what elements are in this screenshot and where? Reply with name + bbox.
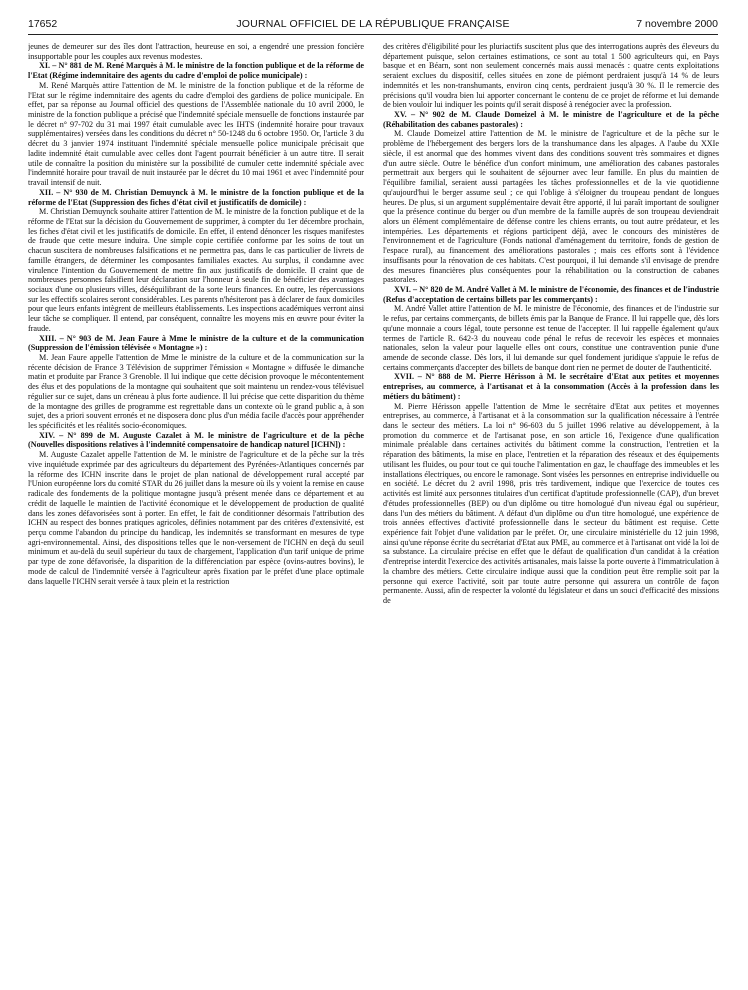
question-body-paragraph: M. Auguste Cazalet appelle l'attention de M. le ministre de l'agriculture et de la pêche sur la très vive inquiétude exprimée par des agriculteurs du département des Pyrénées-Atlantiques concernés par la réforme des ICHN inscrite dans le projet de plan national de développement rural accepté par l'Union européenne lors du comité STAR du 26 juillet dans la mesure où ils y voient la remise en cause radicale des fondements de la politique montagne jusqu'à présent menée dans ce département et au crédit de laquelle le maintien de l'activité économique et le développement de production de qualité dans les zones défavorisées sont à porter. En effet, le fait de conditionner désormais l'attribution des ICHN au respect des bonnes pratiques agricoles, définies notamment par des critères d'extensivité, est perçu comme l'abandon du principe du handicap, les indemnités se transformant en mesures de type agri-environnemental. Ainsi, des dispositions telles que le non-versement de l'ICHN en deçà du seuil minimum et au-delà du seuil supérieur du taux de chargement, l'application d'un tarif unique de prime par type de zone défavorisée, la disparition de la différenciation par espèce (ovins-autres bovins), le mode de calcul de l'indemnité versée à l'agriculteur après fixation par le préfet d'une place optimale dans laquelle l'ICHN serait versée à taux plein et la restriction [28,450,364,586]
question-heading: XVI. – N° 820 de M. André Vallet à M. le ministre de l'économie, des finances et de l'industrie (Refus d'acceptation de certains billets par les commerçants) : [383,284,719,304]
question-heading: XIV. – N° 899 de M. Auguste Cazalet à M. le ministre de l'agriculture et de la pêche (Nouvelles dispositions relatives à l'indemnité compensatoire de handicap naturel [ICHN]) : [28,430,364,450]
question-body-paragraph: M. René Marquès attire l'attention de M. le ministre de la fonction publique et de la réforme de l'Etat sur le régime indemnitaire des agents du cadre d'emploi des gardiens de police municipale. En effet, par sa réponse au Journal officiel des questions de l'Assemblée nationale du 10 avril 2000, le ministre de la fonction publique a précisé que l'indemnité spéciale mensuelle de fonctions instaurée par le décret n° 97-702 du 31 mai 1997 était cumulable avec les IHTS (indemnité horaire pour travaux supplémentaires) versées dans les conditions du décret n° 50-1248 du 6 octobre 1950. Or, l'article 3 du décret du 3 janvier 1974 instituant l'indemnité spéciale mensuelle police municipale précisait que ladite indemnité était cumulable avec celles dont l'agent pourrait bénéficier à un autre titre. Il serait utile de connaître la position du ministère sur la possibilité de cumuler cette indemnité spéciale avec l'indemnité horaire pour travail de nuit instaurée par le décret du 10 mai 1961 et avec l'indemnité pour travail intensif de nuit. [28,80,364,188]
page-number: 17652 [28,18,58,30]
publication-date: 7 novembre 2000 [636,18,718,30]
question-body-paragraph: M. Christian Demuynck souhaite attirer l'attention de M. le ministre de la fonction publique et de la réforme de l'Etat sur la décision du Gouvernement de supprimer, à compter du 1er décembre prochain, les fiches d'état civil et les justificatifs de domicile. En effet, il entend dénoncer les risques manifestes de fraude que cette mesure induira. Une simple copie certifiée conforme par les soins de tout un chacun susciterа de nombreuses falsifications et ne permettra pas, dans le cas particulier de livrets de famille étrangers, de déterminer les composantes familiales exactes. Au surplus, il condamne avec virulence l'intention du Gouvernement de mettre fin aux justificatifs de domicile. Il craint que de nombreuses personnes falsifient leur déclaration sur l'honneur à seule fin de bénéficier des avantages sociaux d'une ou plusieurs villes, déséquilibrant de la sorte leurs finances. En outre, les répercussions sur les effectifs scolaires seront considérables. Les parents n'hésiteront pas à déclarer de faux domiciles pour que leurs enfants intègrent de meilleurs établissements. Les inspections académiques verront ainsi leur tâche se compliquer. Il entend, par conséquent, connaître les moyens mis en œuvre pour éviter la fraude. [28,207,364,333]
question-body-paragraph: M. Jean Faure appelle l'attention de Mme le ministre de la culture et de la communication sur la récente décision de France 3 Télévision de supprimer l'émission « Montagne » diffusée le dimanche matin et produite par France 3 Grenoble. Il lui indique que cette décision provoque le mécontentement des élus et des populations de la montagne qui souhaitent que soit maintenu un rendez-vous télévisuel régulier sur ce sujet, dans un créneau à plus forte audience. Il lui précise que cette disparition du thème de la montagne des grilles de programme est regrettable dans un contexte où le grand public a, à son sujet, des a priori souvent erronés et ne disposera donc plus d'un média facile d'accès pour appréhender les spécificités et les réalités socio-économiques. [28,353,364,431]
question-body-paragraph: M. André Vallet attire l'attention de M. le ministre de l'économie, des finances et de l'industrie sur le refus, par certains commerçants, de billets émis par la Banque de France. Il lui rappelle que, dès lors qu'une monnaie a cours légal, toute personne est tenue de l'accepter. Il lui rappelle également qu'aux termes de l'article R. 642-3 du nouveau code pénal le refus de recevoir les espèces et monnaies nationales, selon la valeur pour laquelle elles ont cours, constitue une contravention punie d'une amende de seconde classe. Dès lors, il lui demande sur quel fondement juridique s'appuie le refus de certains commerçants d'accepter des billets de banque dont rien ne permet de douter de l'authenticité. [383,304,719,372]
question-heading: XI. – N° 881 de M. René Marquès à M. le ministre de la fonction publique et de la réforme de l'Etat (Régime indemnitaire des agents du cadre d'emploi de police municipale) : [28,61,364,81]
page-header [28,16,718,34]
question-body-paragraph: M. Pierre Hérisson appelle l'attention de Mme le secrétaire d'Etat aux petites et moyennes entreprises, au commerce, à l'artisanat et à la consommation sur la qualification nécessaire à l'entrée dans le secteur des métiers. La loi n° 96-603 du 5 juillet 1996 relative au développement, à la promotion du commerce et de l'artisanat pose, en son article 16, l'exigence d'une qualification minimale préalable dans certaines activités du bâtiment comme la construction, l'entretien et la réparation des bâtiments, la mise en place, l'entretien et la réparation des réseaux et des équipements utilisant les fluides, ou pour tout ce qui touche l'alimentation en gaz, le chauffage des immeubles et les installations électriques, ou encore le ramonage. Sont visées les personnes en entreprise individuelle ou en société. Le décret du 2 avril 1998, pris très tardivement, indique que l'exercice de toutes ces activités est limité aux personnes titulaires d'un certificat d'aptitude professionnelle (CAP), d'un brevet d'études professionnelles (BEP) ou d'un diplôme ou titre homologué d'un niveau égal ou supérieur, dans l'un des métiers du bâtiment. A défaut d'un diplôme ou d'un titre homologué, une expérience de trois années effectives d'activité professionnelle dans le secteur du bâtiment est requise. Cette expérience fait l'objet d'une validation par le préfet. Or, une circulaire ministérielle du 12 juin 1998, ainsi qu'une réponse écrite du secrétariat d'Etat aux PME, au commerce et à l'artisanat ont vidé la loi de sa substance. La circulaire précise en effet que le défaut de qualification d'un candidat à la création d'entreprise interdit l'exercice des activités artisanales, mais laisse la porte ouverte à l'immatriculation à la chambre des métiers. Cette circulaire indique aussi que la condition peut être remplie soit par la personne qui exerce l'activité, soit par toute autre personne qui assurera un contrôle de façon permanente. Aussi, afin de respecter la volonté du législateur et dans un souci d'efficacité des missions de [383,401,719,605]
question-heading: XVII. – N° 888 de M. Pierre Hérisson à M. le secrétaire d'Etat aux petites et moyennes entreprises, au commerce, à l'artisanat et à la consommation (Accès à la profession dans les métiers du bâtiment) : [383,372,719,401]
question-body-paragraph: des critères d'éligibilité pour les pluriactifs suscitent plus que des interrogations auprès des éleveurs du département puisque, selon certaines estimations, ce sont au total 1 500 agriculteurs qui, en Pays basque et en Béarn, sont non seulement concernés mais aussi menacés : quatre cents exploitations seraient exclues du dispositif, celles situées en zone de piémont perdraient jusqu'à 14 % de leurs indemnités et les non-transhumants, environ cinq cents, perdraient jusqu'à 30 %. Il le remercie des précisions qu'il voudra bien lui apporter concernant le contenu de ce projet de réforme et lui demande de bien vouloir lui indiquer les points qu'il serait disposé à renégocier avec la profession. [383,42,719,110]
question-heading: XV. – N° 902 de M. Claude Domeizel à M. le ministre de l'agriculture et de la pêche (Réhabilitation des cabanes pastorales) : [383,110,719,129]
question-body-paragraph: jeunes de demeurer sur des îles dont l'attraction, heureuse en soi, a engendré une pression foncière insupportable pour les couples aux revenus modestes. [28,42,364,61]
header-rule [28,34,718,35]
journal-title: JOURNAL OFFICIEL DE LA RÉPUBLIQUE FRANÇAISE [236,18,510,30]
left-column [28,42,364,984]
right-column [383,42,719,984]
question-body-paragraph: M. Claude Domeizel attire l'attention de M. le ministre de l'agriculture et de la pêche sur le problème de l'hébergement des bergers lors de la transhumance dans les alpages. A l'aube du XXIe siècle, il est anormal que des hommes vivent dans des conditions souvent très sommaires et dignes d'un autre siècle. Outre le bénéfice d'un confort minimum, une amélioration des cabanes pastorales permettrait aux bergers qui le souhaitent de séjourner avec leur famille. En plus du maintien de l'équilibre familial, seraient aussi partagées les tâches professionnelles et de la vie quotidienne qu'aujourd'hui le berger assume seul ; ce qui l'oblige à s'éloigner du troupeau pendant de longues heures. De plus, si un argument supplémentaire devait être apporté, il lui paraît important de souligner que la présence continue du berger ou d'un membre de la famille auprès de son troupeau deviendrait alors un élément complémentaire de défense contre les chiens errants, ou tout autre prédateur, et les intempéries. Les départements et régions participent déjà, avec le concours des ministères de l'environnement et de l'agriculture (Fonds national d'aménagement du territoire, fonds de gestion de l'espace rural), au financement des améliorations pastorales ; mais ces efforts sont à l'évidence insuffisants pour la rénovation de ces habitats. C'est pourquoi, il lui demande s'il envisage de prendre des mesures financières plus conséquentes pour la réhabilitation ou la construction de cabanes pastorales. [383,129,719,285]
question-heading: XIII. – N° 903 de M. Jean Faure à Mme le ministre de la culture et de la communication (Suppression de l'émission télévisée « Montagne ») : [28,333,364,353]
question-heading: XII. – N° 930 de M. Christian Demuynck à M. le ministre de la fonction publique et de la réforme de l'Etat (Suppression des fiches d'état civil et justificatifs de domicile) : [28,187,364,207]
